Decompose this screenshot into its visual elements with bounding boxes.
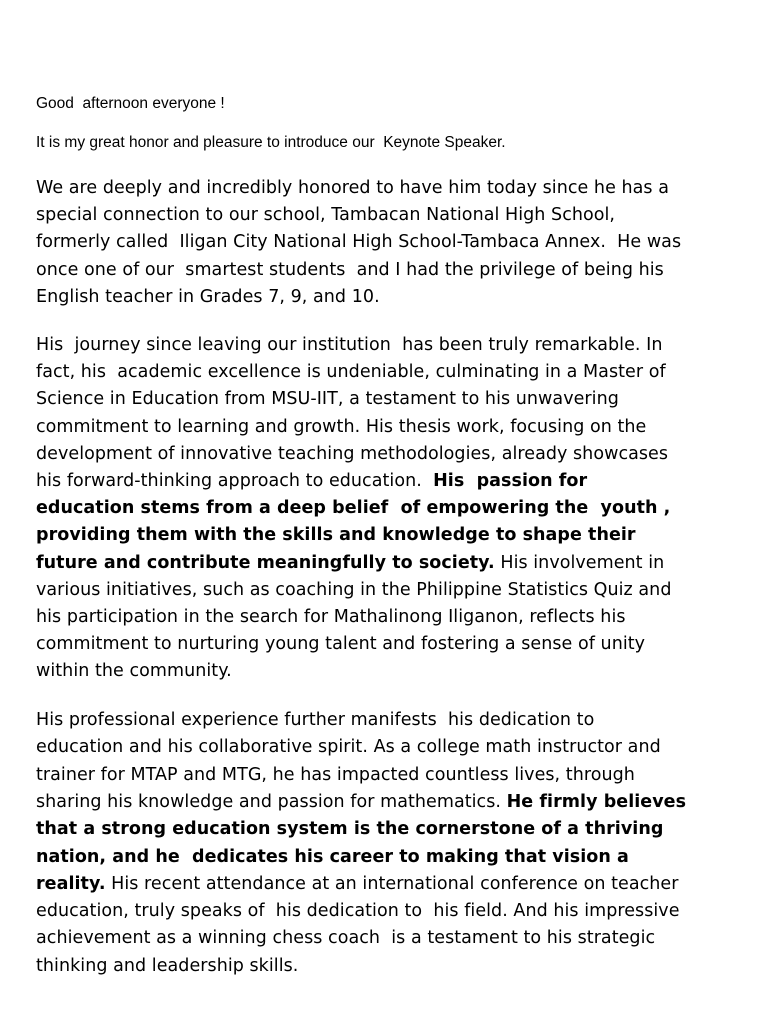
text-run: We are deeply and incredibly honored to have him today since he has a bbox=[36, 178, 669, 198]
text-run: His professional experience further manifests his dedication to bbox=[36, 710, 595, 730]
text-line bbox=[36, 444, 668, 464]
text-run: formerly called Iligan City National High School-Tambaca Annex. He was bbox=[36, 232, 682, 253]
text-line bbox=[36, 901, 680, 921]
text-run: special connection to our school, Tambacan National High School, bbox=[36, 205, 616, 226]
text-line bbox=[36, 417, 646, 437]
text-run: development of innovative teaching methodologies, already showcases bbox=[36, 443, 669, 464]
bold-text-run: nation, and he dedicates his career to making that vision a bbox=[36, 846, 629, 867]
text-line bbox=[36, 819, 663, 839]
bold-text-run: reality. bbox=[36, 873, 106, 894]
text-run: English teacher in Grades 7, 9, and 10. bbox=[36, 286, 380, 307]
text-run: once one of our smartest students and I had the privilege of being his bbox=[36, 259, 664, 280]
text-line bbox=[36, 553, 664, 573]
text-run: education and his collaborative spirit. As a college math instructor and bbox=[36, 737, 661, 758]
text-line bbox=[36, 661, 232, 681]
text-line bbox=[36, 710, 594, 730]
text-line bbox=[36, 634, 645, 654]
text-line bbox=[36, 178, 669, 198]
text-line bbox=[36, 335, 662, 355]
bold-text-run: education stems from a deep belief of empowering the youth , bbox=[36, 498, 671, 519]
bold-text-run: providing them with the skills and knowledge to shape their bbox=[36, 525, 636, 546]
text-line bbox=[36, 607, 626, 627]
text-run: commitment to learning and growth. His thesis work, focusing on the bbox=[36, 416, 647, 437]
text-line bbox=[36, 260, 664, 280]
text-run: commitment to nurturing young talent and fostering a sense of unity bbox=[36, 634, 646, 655]
text-line bbox=[36, 232, 681, 252]
text-run: fact, his academic excellence is undeniable, culminating in a Master of bbox=[36, 362, 666, 383]
bold-text-run: He firmly believes bbox=[506, 791, 687, 812]
text-line bbox=[36, 287, 380, 307]
text-line bbox=[36, 765, 635, 785]
text-line bbox=[36, 847, 629, 867]
bold-text-run: that a strong education system is the cornerstone of a thriving bbox=[36, 819, 664, 840]
greeting-line: Good afternoon everyone ! bbox=[36, 95, 225, 112]
text-line bbox=[36, 362, 666, 382]
bold-text-run: future and contribute meaningfully to society. bbox=[36, 552, 495, 573]
text-run: various initiatives, such as coaching in the Philippine Statistics Quiz and bbox=[36, 579, 672, 600]
text-run: sharing his knowledge and passion for mathematics. bbox=[36, 791, 507, 812]
text-run: Science in Education from MSU-IIT, a testament to his unwavering bbox=[36, 389, 619, 410]
text-run: his forward-thinking approach to education. bbox=[36, 471, 434, 491]
text-line bbox=[36, 525, 636, 545]
text-line bbox=[36, 389, 619, 409]
text-run: within the community. bbox=[36, 661, 232, 682]
text-run: his participation in the search for Mathalinong Iliganon, reflects his bbox=[36, 607, 626, 627]
text-line bbox=[36, 580, 671, 600]
text-run: achievement as a winning chess coach is a testament to his strategic bbox=[36, 928, 656, 949]
text-line bbox=[36, 205, 615, 225]
text-line bbox=[36, 498, 670, 518]
text-run: education, truly speaks of his dedication to his field. And his impressive bbox=[36, 901, 680, 922]
text-run: His involvement in bbox=[494, 552, 665, 573]
text-line bbox=[36, 928, 655, 948]
text-line bbox=[36, 471, 587, 491]
text-line bbox=[36, 737, 661, 757]
text-run: His recent attendance at an international conference on teacher bbox=[105, 873, 679, 894]
text-line bbox=[36, 792, 686, 812]
bold-text-run: His passion for bbox=[433, 471, 588, 491]
text-line bbox=[36, 956, 298, 976]
text-run: His journey since leaving our institution has been truly remarkable. In bbox=[36, 335, 663, 355]
text-run: trainer for MTAP and MTG, he has impacted countless lives, through bbox=[36, 764, 635, 785]
intro-line: It is my great honor and pleasure to introduce our Keynote Speaker. bbox=[36, 134, 506, 151]
text-run: thinking and leadership skills. bbox=[36, 955, 299, 976]
text-line bbox=[36, 874, 679, 894]
